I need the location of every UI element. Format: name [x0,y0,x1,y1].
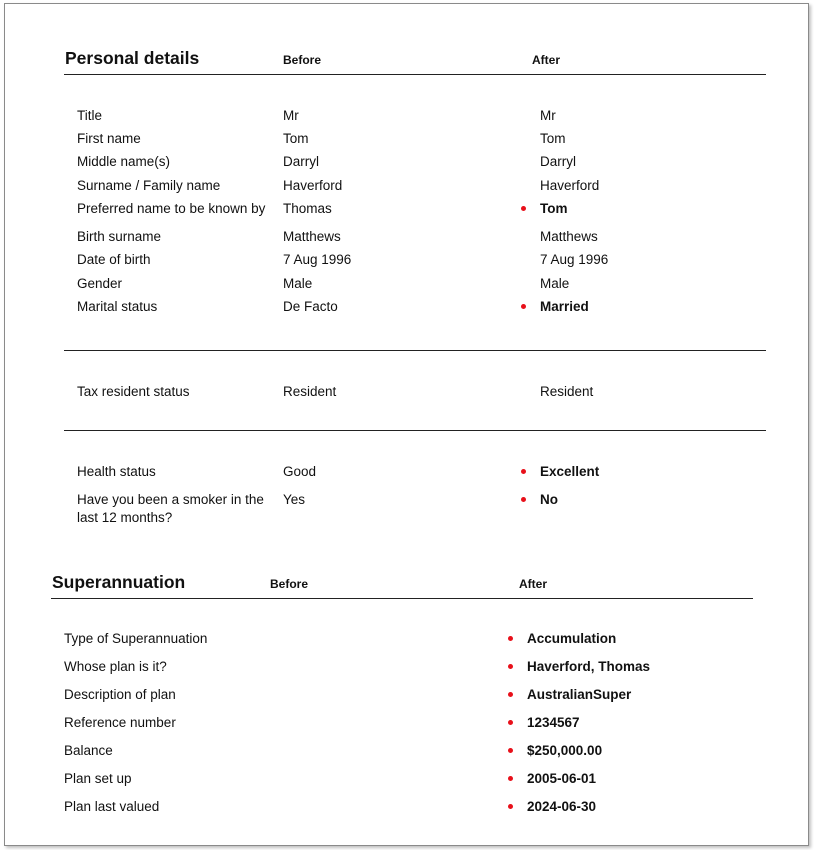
change-marker-icon [508,776,513,781]
section-divider [51,598,753,599]
before-value: Resident [283,384,337,399]
change-marker-icon [521,206,526,211]
section-title-personal: Personal details [65,48,200,68]
after-value: 1234567 [527,715,580,730]
section-divider [64,74,766,75]
change-marker-icon [508,720,513,725]
before-value: Good [283,464,317,479]
field-label: Balance [64,743,113,758]
field-label: Surname / Family name [77,178,221,193]
field-label: Type of Superannuation [64,631,208,646]
field-label: Preferred name to be known by [77,201,266,216]
after-value: Excellent [540,464,600,479]
section-divider [64,430,766,431]
before-value: Yes [283,492,306,507]
after-value: AustralianSuper [527,687,632,702]
field-label: Birth surname [77,229,162,244]
before-value: Matthews [283,229,341,244]
before-value: Thomas [283,201,332,216]
column-header-before: Before [270,577,309,591]
after-value: 2024-06-30 [527,799,597,814]
column-header-after: After [519,577,548,591]
before-value: Haverford [283,178,343,193]
field-label: Date of birth [77,252,151,267]
after-value: No [540,492,558,507]
field-label: Health status [77,464,156,479]
before-value: Tom [283,131,309,146]
before-value: De Facto [283,299,338,314]
before-value: Mr [283,108,299,123]
change-marker-icon [508,804,513,809]
field-label: Plan last valued [64,799,160,814]
field-label: Middle name(s) [77,154,171,169]
after-value: Accumulation [527,631,617,646]
after-value: Mr [540,108,556,123]
after-value: Matthews [540,229,598,244]
after-value: Darryl [540,154,576,169]
change-marker-icon [521,304,526,309]
change-marker-icon [521,497,526,502]
field-label: Tax resident status [77,384,190,399]
after-value: $250,000.00 [527,743,603,758]
field-label: Plan set up [64,771,132,786]
field-label: Description of plan [64,687,176,702]
section-divider [64,350,766,351]
field-label: Gender [77,276,123,291]
before-value: Darryl [283,154,319,169]
change-marker-icon [508,692,513,697]
after-value: Tom [540,201,568,216]
after-value: Married [540,299,589,314]
change-marker-icon [508,748,513,753]
column-header-after: After [532,53,561,67]
after-value: Haverford [540,178,600,193]
after-value: 2005-06-01 [527,771,597,786]
column-header-before: Before [283,53,322,67]
after-value: Male [540,276,570,291]
after-value: 7 Aug 1996 [540,252,609,267]
before-value: 7 Aug 1996 [283,252,352,267]
after-value: Resident [540,384,594,399]
after-value: Haverford, Thomas [527,659,651,674]
after-value: Tom [540,131,566,146]
change-marker-icon [508,664,513,669]
field-label: Have you been a smoker in the last 12 months? [77,492,264,525]
change-marker-icon [521,469,526,474]
change-marker-icon [508,636,513,641]
field-label: Title [77,108,103,123]
field-label: First name [77,131,141,146]
field-label: Whose plan is it? [64,659,167,674]
field-label: Marital status [77,299,158,314]
field-label: Reference number [64,715,176,730]
section-title-superannuation: Superannuation [52,572,186,592]
before-value: Male [283,276,313,291]
